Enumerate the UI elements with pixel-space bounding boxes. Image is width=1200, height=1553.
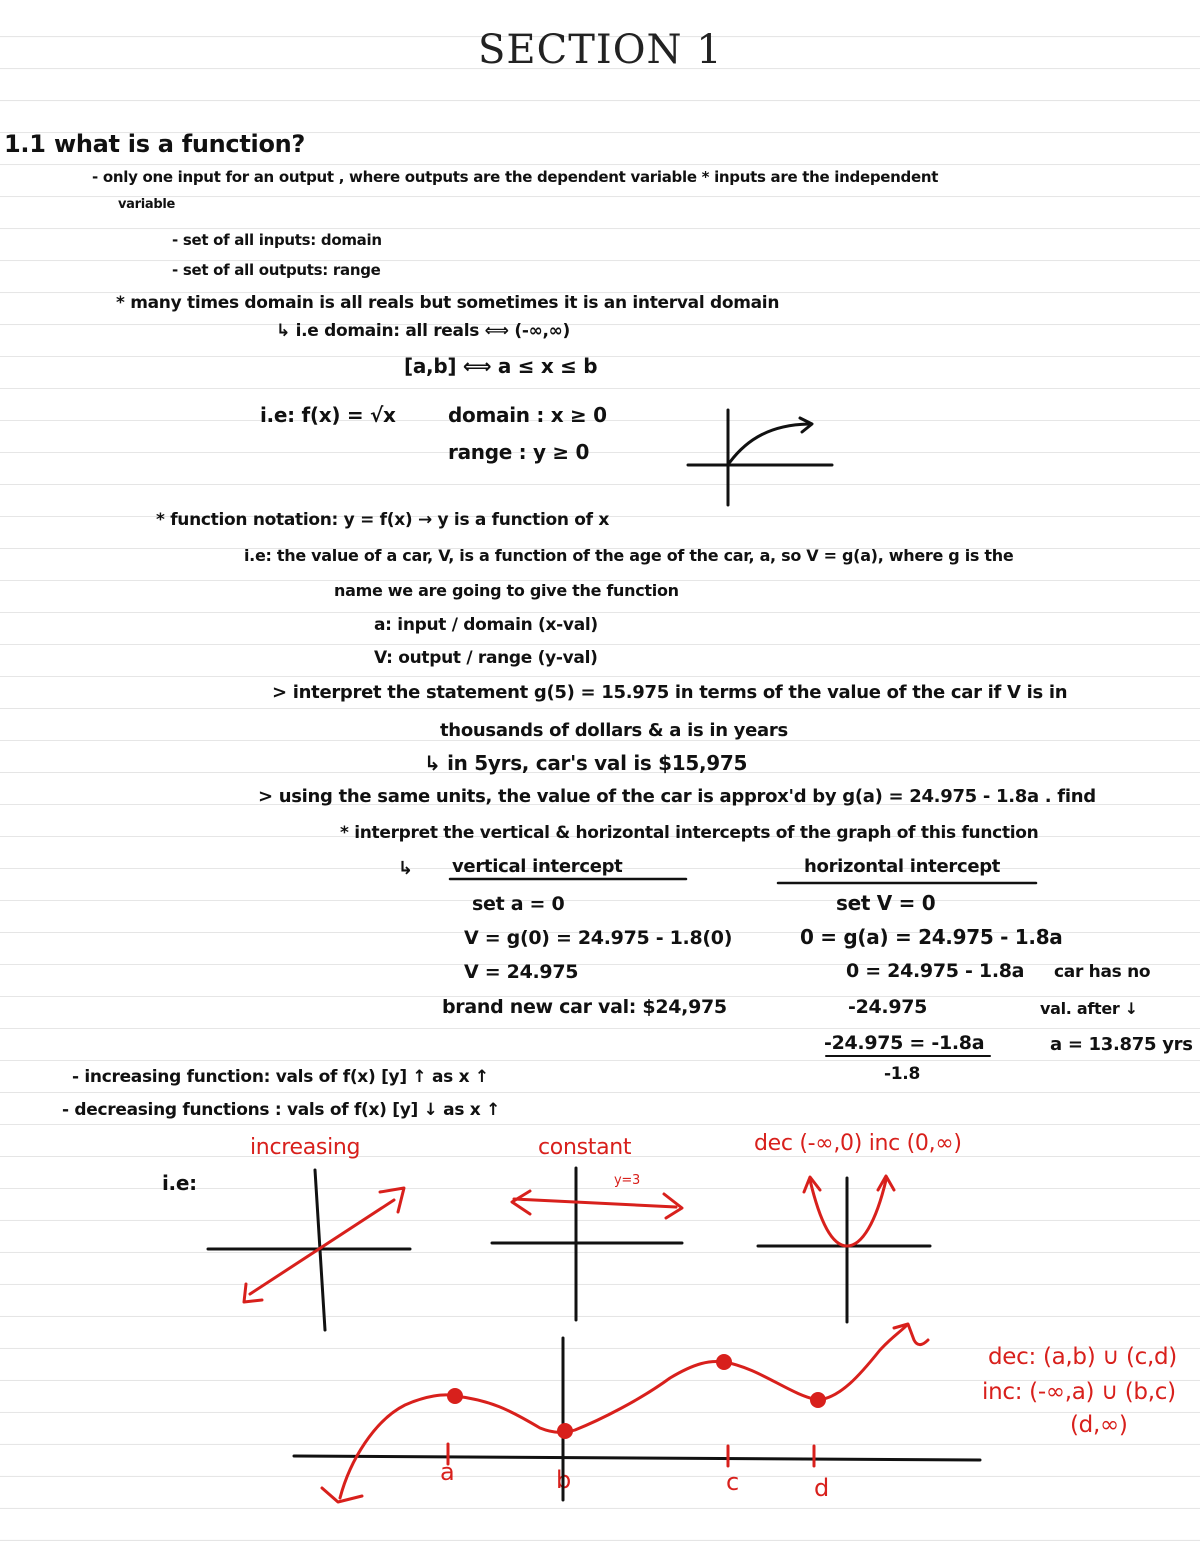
- increasing-line: [244, 1188, 404, 1302]
- note-line: name we are going to give the function: [334, 581, 679, 600]
- increasing-label: increasing: [250, 1135, 361, 1160]
- note-line: - set of all inputs: domain: [172, 231, 382, 249]
- arrow-mark: ↳: [398, 858, 413, 879]
- dec-intervals: dec: (a,b) ∪ (c,d): [988, 1344, 1177, 1370]
- note-line: - only one input for an output , where outputs are the dependent variable * inputs are the independent: [92, 168, 939, 186]
- increasing-definition: - increasing function: vals of f(x) [y] ↑ as x ↑: [72, 1067, 489, 1087]
- decreasing-definition: - decreasing functions : vals of f(x) [y] ↓ as x ↑: [62, 1100, 501, 1120]
- point-label-d: d: [814, 1474, 829, 1502]
- constant-line: [512, 1191, 682, 1218]
- bottom-function-curve: [322, 1324, 928, 1502]
- note-line: * function notation: y = f(x) → y is a function of x: [156, 510, 610, 530]
- parabola-axes: [758, 1178, 930, 1322]
- note-line: domain : x ≥ 0: [448, 403, 607, 427]
- point-label-b: b: [556, 1466, 571, 1494]
- horizontal-intercept-heading: horizontal intercept: [804, 856, 1001, 877]
- parabola-label: dec (-∞,0) inc (0,∞): [754, 1131, 962, 1156]
- note-line: a: input / domain (x-val): [374, 615, 598, 635]
- note-line: > interpret the statement g(5) = 15.975 in terms of the value of the car if V is in: [272, 682, 1068, 703]
- sqrt-graph: [688, 410, 832, 505]
- note-line: range : y ≥ 0: [448, 440, 590, 464]
- note-line: ↳ i.e domain: all reals ⟺ (-∞,∞): [276, 321, 570, 341]
- note-line: i.e: f(x) = √x: [260, 403, 396, 427]
- bottom-axes: [294, 1338, 980, 1500]
- y3-label: y=3: [614, 1173, 640, 1188]
- vertical-step: set a = 0: [472, 893, 565, 915]
- horizontal-step: -24.975 = -1.8a: [824, 1032, 985, 1054]
- point-label-a: a: [440, 1458, 455, 1486]
- horizontal-step: -1.8: [884, 1064, 920, 1084]
- point-d: [810, 1392, 826, 1408]
- horizontal-note: a = 13.875 yrs: [1050, 1034, 1193, 1055]
- constant-axes: [492, 1168, 682, 1320]
- horizontal-step: set V = 0: [836, 891, 936, 915]
- point-a: [447, 1388, 463, 1404]
- inc-intervals-2: (d,∞): [1070, 1412, 1128, 1438]
- inc-intervals: inc: (-∞,a) ∪ (b,c): [982, 1379, 1176, 1405]
- horizontal-step: 0 = g(a) = 24.975 - 1.8a: [800, 925, 1063, 949]
- ie-label: i.e:: [162, 1171, 197, 1195]
- section-heading: what is a function?: [54, 130, 306, 158]
- note-line: * interpret the vertical & horizontal intercepts of the graph of this function: [340, 823, 1039, 843]
- horizontal-step: 0 = 24.975 - 1.8a: [846, 960, 1025, 982]
- horizontal-note: val. after ↓: [1040, 999, 1138, 1018]
- parabola-curve: [804, 1176, 894, 1246]
- increasing-axes: [208, 1170, 410, 1330]
- note-line: [a,b] ⟺ a ≤ x ≤ b: [404, 354, 598, 378]
- note-line: variable: [118, 197, 176, 212]
- horizontal-note: car has no: [1054, 962, 1151, 982]
- note-line: - set of all outputs: range: [172, 261, 381, 279]
- vertical-intercept-heading: vertical intercept: [452, 856, 623, 877]
- note-line: * many times domain is all reals but sometimes it is an interval domain: [116, 293, 780, 313]
- horizontal-step: -24.975: [848, 996, 928, 1018]
- note-line: i.e: the value of a car, V, is a function of the age of the car, a, so V = g(a), where g is the: [244, 546, 1014, 565]
- note-line: > using the same units, the value of the car is approx'd by g(a) = 24.975 - 1.8a . find: [258, 786, 1096, 807]
- vertical-step: V = g(0) = 24.975 - 1.8(0): [464, 927, 733, 949]
- vertical-step: V = 24.975: [464, 961, 579, 983]
- point-label-c: c: [726, 1468, 739, 1496]
- vertical-step: brand new car val: $24,975: [442, 996, 727, 1018]
- note-line: V: output / range (y-val): [374, 648, 598, 668]
- point-b: [557, 1423, 573, 1439]
- note-line: ↳ in 5yrs, car's val is $15,975: [424, 751, 748, 775]
- point-c: [716, 1354, 732, 1370]
- page-title: SECTION 1: [478, 27, 723, 73]
- section-number: 1.1: [4, 130, 46, 158]
- note-line: thousands of dollars & a is in years: [440, 720, 788, 741]
- constant-label: constant: [538, 1135, 632, 1160]
